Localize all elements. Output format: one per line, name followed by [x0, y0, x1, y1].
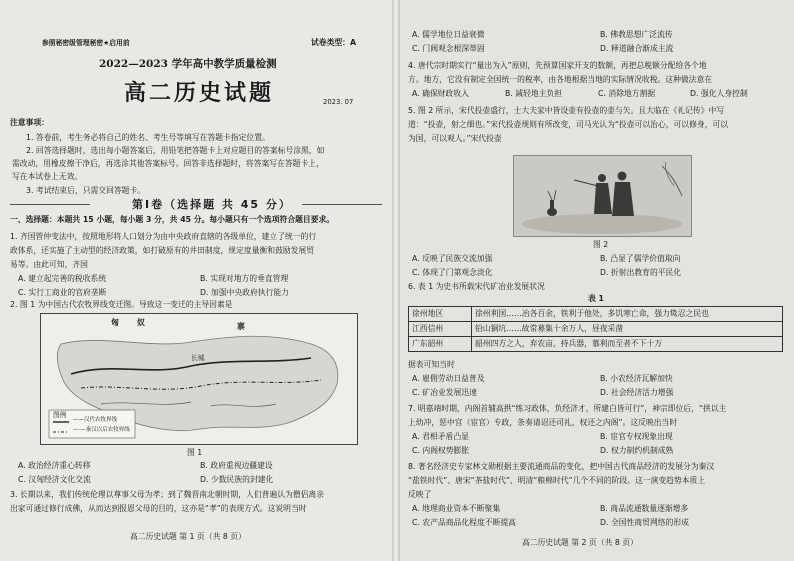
map-label-nu: 奴	[137, 318, 145, 327]
q4-option-d[interactable]: D. 强化人身控制	[690, 89, 748, 98]
map-legend-title: 图例	[53, 411, 67, 419]
note-line: 写在本试卷上无效。	[12, 172, 83, 181]
q6-subtext: 据表可知当时	[408, 360, 455, 369]
section-rule-left	[10, 204, 90, 205]
q1-option-d[interactable]: D. 加强中央政府执行能力	[200, 288, 289, 297]
q8-line: “盐铁时代”、唐宋“茶盐时代”、明清“粮棉时代”几个不同的阶段。这一演变趋势本质上	[408, 476, 706, 485]
subject-title: 高二历史试题	[124, 80, 275, 106]
q5-line: 5. 图 2 所示，宋代投壶盛行，士大夫家中皆设壶有投壶的壶与矢。且大临在《礼记传》中写	[408, 106, 725, 115]
table-row	[409, 307, 783, 322]
paper-type: 试卷类型：A	[311, 38, 357, 47]
note-line: 3. 考试结束后，只需交回答题卡。	[26, 186, 146, 195]
q5-option-a[interactable]: A. 反映了民族交流加强	[412, 254, 493, 263]
q1-line: 1. 齐国管仲变法中，按照地形将人口划分为由中央政府直辖的各级单位，建立了统一的行	[10, 232, 317, 241]
q7-option-d[interactable]: D. 权力制约机制成熟	[600, 446, 674, 455]
q6-option-b[interactable]: B. 小农经济瓦解加快	[600, 374, 673, 383]
q6-option-c[interactable]: C. 矿冶业发展迅速	[412, 388, 477, 397]
note-line: 需改动，用橡皮擦干净后，再选涂其他答案标号。回答非选择题时，将答案写在答题卡上，	[12, 159, 324, 168]
q3-option-d[interactable]: D. 释道融合渐成主流	[600, 44, 674, 53]
q6-option-d[interactable]: D. 社会经济活力增强	[600, 388, 674, 397]
q7-line: 7. 明嘉靖时期，内阁首辅高拱“练习政体，负经济才，所建白皆可行”，神宗即位后，“拱以主	[408, 404, 727, 413]
q4-option-a[interactable]: A. 确保财政收入	[412, 89, 469, 98]
q8-option-b[interactable]: B. 商品流通数量逐渐增多	[600, 504, 689, 513]
confidential-label: 秘密★启用前	[89, 39, 130, 47]
note-line: 2. 回答选择题时，选出每小题答案后，用铅笔把答题卡上对应题目的答案标号涂黑，如	[26, 146, 325, 155]
confidential-mark	[42, 39, 130, 48]
table-cell-region: 江西信州	[409, 322, 472, 337]
q1-line: 易等。由此可知，齐国	[10, 260, 88, 269]
confidential-prefix: 参照秘密级管理	[42, 39, 90, 47]
q2-option-d[interactable]: D. 少数民族的封建化	[200, 475, 274, 484]
q4-option-b[interactable]: B. 减轻地主负担	[505, 89, 563, 98]
q8-option-a[interactable]: A. 地理商业资本不断聚集	[412, 504, 501, 513]
exam-title: 2022—2023 学年高中教学质量检测	[99, 58, 277, 70]
table-cell-content: 铅山铜坑……故常募集十余万人，昼夜采凿	[472, 322, 783, 337]
q2-stem: 2. 图 1 为中国古代农牧界线变迁图。导致这一变迁的主导因素是	[10, 300, 233, 309]
figure-1-caption: 图 1	[187, 448, 203, 457]
table-cell-region: 徐州地区	[409, 307, 472, 322]
q2-option-a[interactable]: A. 政治经济重心转移	[18, 461, 91, 470]
table-row	[409, 322, 783, 337]
map-graphic	[41, 314, 357, 444]
q1-option-b[interactable]: B. 实现对地方的垂直管理	[200, 274, 289, 283]
q1-option-c[interactable]: C. 实行工商业的官府垄断	[18, 288, 107, 297]
table-cell-region: 广东韶州	[409, 337, 472, 352]
q4-line: 4. 唐代宗时期实行“量出为入”原则，先预算国家开支的数额，再把总税额分配给各个地	[408, 61, 707, 70]
q5-line: 道：“投壶，射之细也。”宋代投壶规则有所改变，司马光认为“投壶可以治心，可以修身，可以	[408, 120, 729, 129]
note-line: 1. 答卷前，考生务必将自己的姓名、考生号等填写在答题卡指定位置。	[26, 133, 270, 142]
q6-stem: 6. 表 1 为史书所载宋代矿冶业发展状况	[408, 282, 545, 291]
painting-graphic	[514, 156, 691, 236]
table-cell-content: 韶州四方之人，弃农亩，持兵器，慕利而至者不下十万	[472, 337, 783, 352]
left-page	[0, 0, 392, 561]
table-1	[408, 306, 783, 352]
section-rule-right	[302, 204, 382, 205]
q8-line: 反映了	[408, 490, 432, 499]
exam-date: 2023. 07	[323, 98, 354, 106]
map-label-great-wall: 长城	[191, 354, 205, 362]
table-cell-content: 徐州利国……冶各百余，铁利于他处，多饥寒亡命，强力鸷忍之民也	[472, 307, 783, 322]
q5-line: 为国，可以观人。”宋代投壶	[408, 134, 502, 143]
q7-option-b[interactable]: B. 宦官专权现象出现	[600, 432, 673, 441]
map-legend-han: ——汉代农牧界线	[73, 417, 118, 423]
page-footer-right: 高二历史试题 第 2 页（共 8 页）	[522, 538, 638, 547]
q1-line: 政体系，还实施了主动型的经济政策，如打破原有的井田制度，规定度量衡和鼓励发展贸	[10, 246, 315, 255]
right-page	[400, 0, 794, 561]
map-label-xiong: 匈	[111, 318, 119, 327]
q7-option-a[interactable]: A. 君相矛盾凸显	[412, 432, 469, 441]
q3-option-b[interactable]: B. 佛教思想广泛流传	[600, 30, 673, 39]
figure-2-caption: 图 2	[593, 240, 609, 249]
section-title: 第Ⅰ卷（选择题 共 45 分）	[132, 198, 292, 211]
q4-line: 方。地方，它没有制定全国统一的税率，由各地根据当地的实际情况收税。这种做法意在	[408, 75, 713, 84]
q7-option-c[interactable]: C. 内阁权势膨胀	[412, 446, 470, 455]
q3-line: 出家可通过修行成佛，从而达到报恩父母的目的，这亦是“孝”的表现方式。这说明当时	[10, 504, 307, 513]
q5-option-c[interactable]: C. 体现了门第观念淡化	[412, 268, 493, 277]
q3-line: 3. 长期以来，我们传统伦理以尊事父母为孝；到了魏晋南北朝时期，人们普遍认为僧侣离亲	[10, 490, 324, 499]
book-gutter	[392, 0, 400, 561]
q1-option-a[interactable]: A. 建立起完善的税收系统	[18, 274, 107, 283]
table-1-title: 表 1	[588, 294, 604, 303]
notes-title: 注意事项：	[10, 118, 49, 127]
map-label-zhai: 寨	[237, 322, 245, 331]
q6-option-a[interactable]: A. 雇佣劳动日益普及	[412, 374, 485, 383]
table-row	[409, 337, 783, 352]
q8-option-c[interactable]: C. 农产品商品化程度不断提高	[412, 518, 516, 527]
q5-option-b[interactable]: B. 凸显了儒学价值取向	[600, 254, 681, 263]
q3-option-a[interactable]: A. 儒学地位日益衰微	[412, 30, 485, 39]
q2-option-b[interactable]: B. 政府重视边疆建设	[200, 461, 273, 470]
map-legend-later: —·—秦汉以后农牧界线	[73, 427, 130, 433]
figure-1-map	[40, 313, 358, 445]
page-footer-left: 高二历史试题 第 1 页（共 8 页）	[130, 532, 246, 541]
q4-option-c[interactable]: C. 消除地方割据	[598, 89, 656, 98]
q2-option-c[interactable]: C. 汉匈经济文化交流	[18, 475, 91, 484]
choice-instruction: 一、选择题：本题共 15 小题，每小题 3 分，共 45 分。每小题只有一个选项符合题目要求。	[10, 215, 335, 224]
q8-option-d[interactable]: D. 全国性商贸网络的形成	[600, 518, 689, 527]
figure-2-painting	[513, 155, 692, 237]
q3-option-c[interactable]: C. 门阀观念根深蒂固	[412, 44, 485, 53]
q5-option-d[interactable]: D. 折射出教育的平民化	[600, 268, 682, 277]
q8-line: 8. 著名经济史专家林文勋根据主要流通商品的变化，把中国古代商品经济的发展分为秦汉	[408, 462, 715, 471]
q7-line: 上幼冲，惩中官（宦官）专政，条奏请诏还司礼，权还之内阁”。这反映出当时	[408, 418, 678, 427]
